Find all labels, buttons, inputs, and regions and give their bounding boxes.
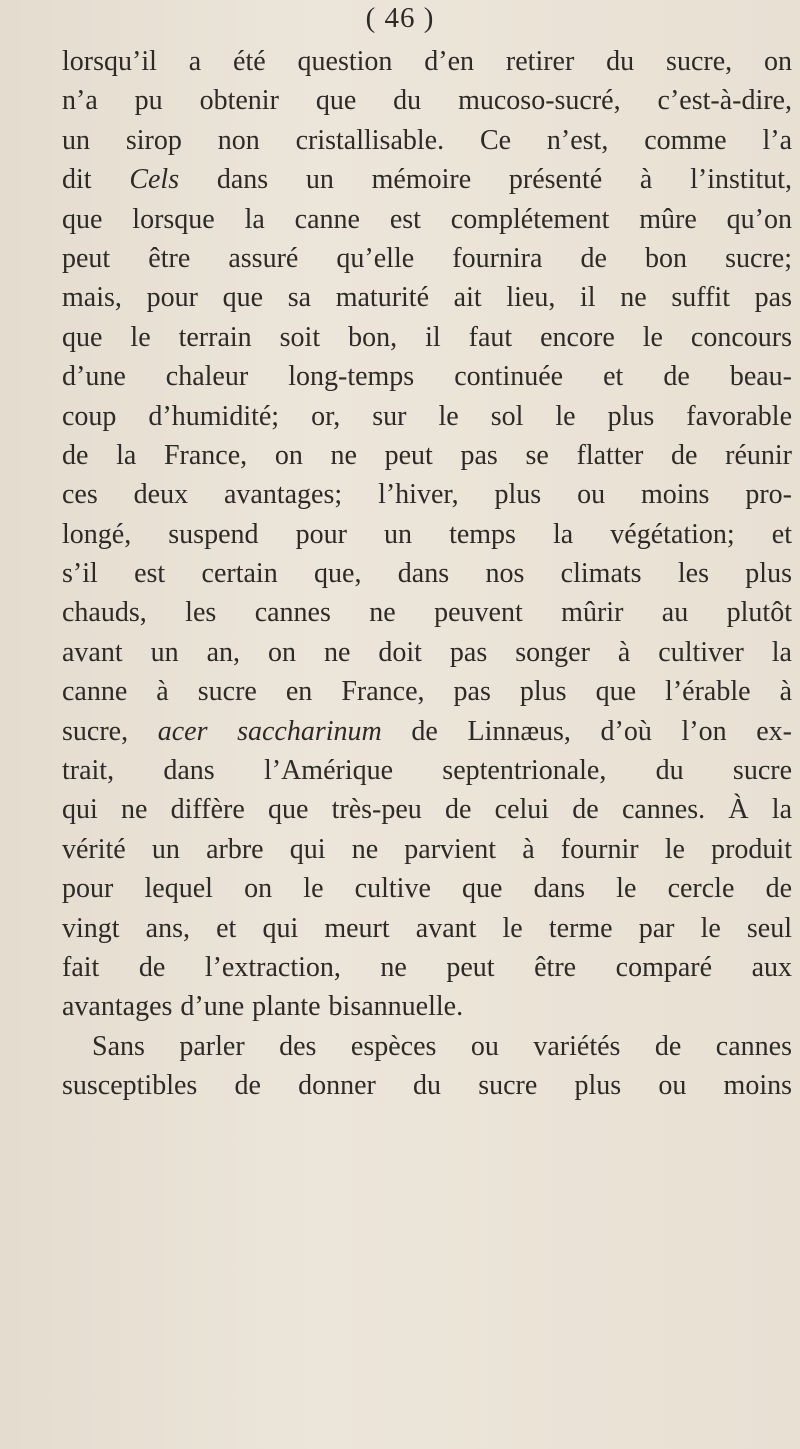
- text-line: [62, 712, 792, 751]
- text-run: ces deux avantages; l’hiver, plus ou moins pro-: [62, 479, 792, 511]
- text-run: susceptibles de donner du sucre plus ou moins: [62, 1070, 792, 1102]
- text-line: [62, 830, 792, 869]
- text-run: lorsqu’il a été question d’en retirer du sucre, on: [62, 46, 792, 77]
- text-line: [62, 239, 792, 278]
- text-line: [62, 81, 792, 120]
- text-line: [62, 633, 792, 672]
- text-line: [62, 436, 792, 475]
- text-line: [62, 160, 792, 199]
- text-run: vérité un arbre qui ne parvient à fournir le produit: [62, 833, 792, 865]
- text-run: n’a pu obtenir que du mucoso-sucré, c’est-à-dire,: [62, 85, 792, 117]
- text-line: [62, 318, 792, 357]
- text-run: s’il est certain que, dans nos climats les plus: [62, 558, 792, 590]
- text-line: [62, 909, 792, 948]
- text-run: que lorsque la canne est complétement mûre qu’on: [62, 203, 792, 235]
- text-line: [62, 790, 792, 829]
- italic-text: Cels: [129, 164, 180, 196]
- text-line: [62, 1066, 792, 1105]
- text-run: vingt ans, et qui meurt avant le terme par le seul: [62, 912, 792, 944]
- text-line: [62, 515, 792, 554]
- text-line: [62, 200, 792, 239]
- text-run: un sirop non cristallisable. Ce n’est, comme l’a: [62, 124, 792, 156]
- italic-text: acer saccharinum: [157, 715, 382, 747]
- text-run: pour lequel on le cultive que dans le cercle de: [62, 873, 792, 905]
- text-run: de Linnæus, d’où l’on ex-: [381, 715, 793, 747]
- text-run: avant un an, on ne doit pas songer à cultiver la: [62, 636, 792, 668]
- text-line: [62, 987, 792, 1026]
- text-line: [62, 357, 792, 396]
- text-run: de la France, on ne peut pas se flatter de réunir: [62, 439, 792, 471]
- text-line: [62, 672, 792, 711]
- text-line: [62, 1027, 792, 1066]
- text-run: Sans parler des espèces ou variétés de cannes: [92, 1030, 792, 1062]
- page-body-text: [62, 42, 792, 1106]
- text-line: [62, 278, 792, 317]
- text-run: mais, pour que sa maturité ait lieu, il ne suffit pas: [62, 282, 792, 314]
- text-line: [62, 397, 792, 436]
- text-line: [62, 554, 792, 593]
- text-run: peut être assuré qu’elle fournira de bon sucre;: [62, 242, 792, 274]
- text-line: [62, 948, 792, 987]
- text-run: trait, dans l’Amérique septentrionale, du sucre: [62, 755, 792, 787]
- text-line: [62, 121, 792, 160]
- text-run: que le terrain soit bon, il faut encore le concours: [62, 321, 792, 353]
- text-run: chauds, les cannes ne peuvent mûrir au plutôt: [62, 597, 792, 629]
- text-run: canne à sucre en France, pas plus que l’érable à: [62, 676, 792, 708]
- text-run: dans un mémoire présenté à l’institut,: [179, 164, 793, 196]
- text-run: sucre,: [62, 715, 158, 747]
- text-line: [62, 751, 792, 790]
- text-run: fait de l’extraction, ne peut être comparé aux: [62, 951, 792, 983]
- text-run: avantages d’une plante bisannuelle.: [62, 991, 464, 1023]
- text-run: coup d’humidité; or, sur le sol le plus favorable: [62, 400, 792, 432]
- text-run: dit: [62, 164, 130, 196]
- text-run: longé, suspend pour un temps la végétation; et: [62, 518, 792, 550]
- text-line: [62, 869, 792, 908]
- text-line: [62, 593, 792, 632]
- text-line: [62, 42, 792, 81]
- text-run: d’une chaleur long-temps continuée et de beau-: [62, 361, 792, 393]
- text-run: qui ne diffère que très-peu de celui de cannes. À la: [62, 794, 792, 826]
- text-line: [62, 475, 792, 514]
- page-number: ( 46 ): [365, 2, 435, 34]
